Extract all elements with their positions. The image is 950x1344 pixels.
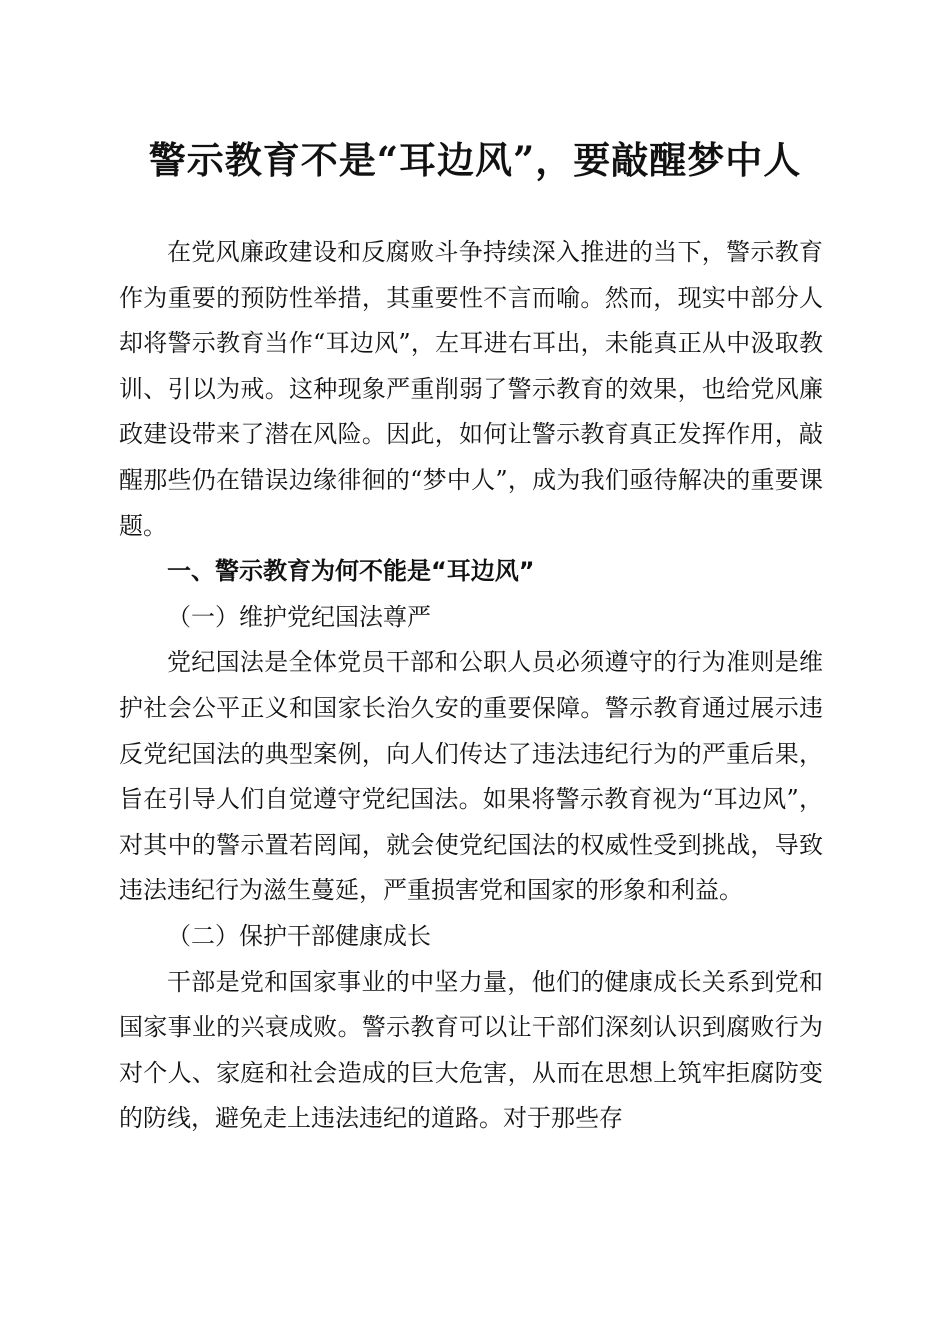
subsection-paragraph-1: 党纪国法是全体党员干部和公职人员必须遵守的行为准则是维护社会公平正义和国家长治久安的重要保障。警示教育通过展示违反党纪国法的典型案例，向人们传达了违法违纪行为的严重后果，旨在引导人们自觉遵守党纪国法。如果将警示教育视为“耳边风”，对其中的警示置若罔闻，就会使党纪国法的权威性受到挑战，导致违法违纪行为滋生蔓延，严重损害党和国家的形象和利益。: [119, 648, 823, 905]
document-body: [119, 230, 823, 1142]
subsection-heading-1: （一）维护党纪国法尊严: [167, 602, 431, 631]
subsection-heading-2: （二）保护干部健康成长: [167, 921, 431, 950]
section-heading-1: 一、警示教育为何不能是“耳边风”: [167, 557, 535, 586]
subsection-paragraph-2: 干部是党和国家事业的中坚力量，他们的健康成长关系到党和国家事业的兴衰成败。警示教育可以让干部们深刻认识到腐败行为对个人、家庭和社会造成的巨大危害，从而在思想上筑牢拒腐防变的防线，避免走上违法违纪的道路。对于那些存: [119, 967, 823, 1133]
intro-paragraph: 在党风廉政建设和反腐败斗争持续深入推进的当下，警示教育作为重要的预防性举措，其重要性不言而喻。然而，现实中部分人却将警示教育当作“耳边风”，左耳进右耳出，未能真正从中汲取教训、引以为戒。这种现象严重削弱了警示教育的效果，也给党风廉政建设带来了潜在风险。因此，如何让警示教育真正发挥作用，敲醒那些仍在错误边缘徘徊的“梦中人”，成为我们亟待解决的重要课题。: [119, 238, 823, 540]
document-title: 警示教育不是“耳边风”，要敲醒梦中人: [148, 138, 802, 182]
